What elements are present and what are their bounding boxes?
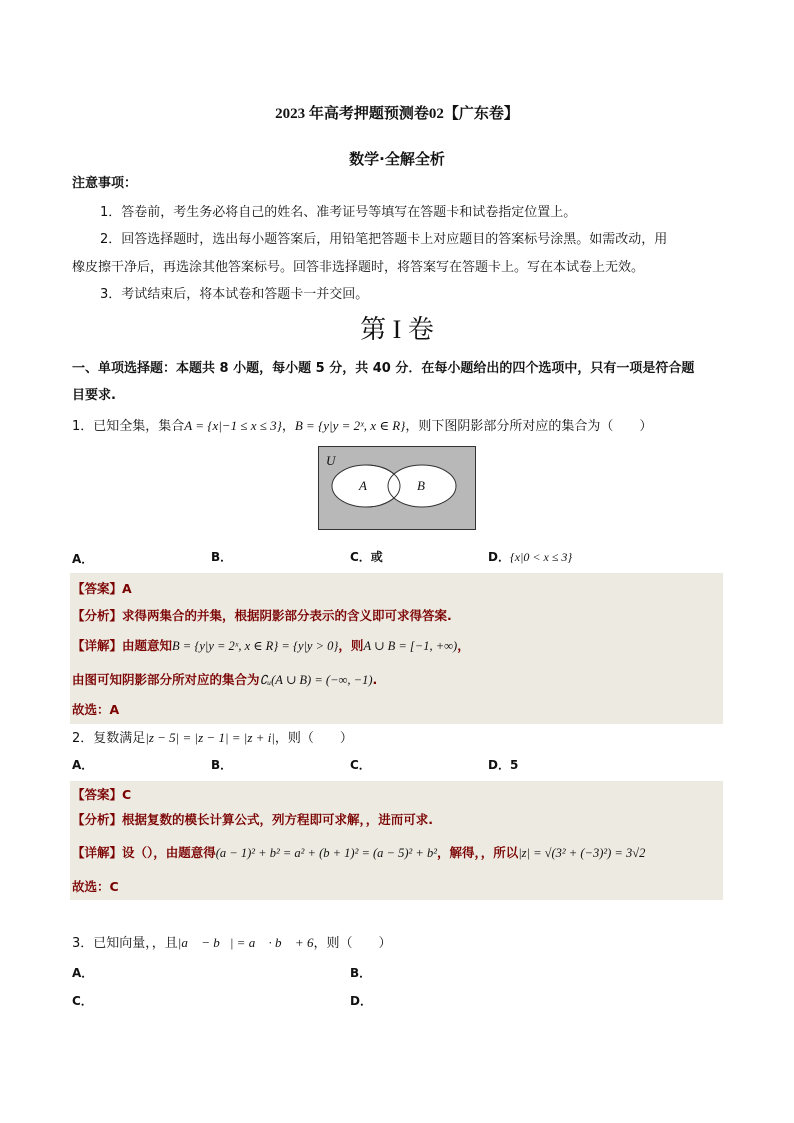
venn-label-u: U — [326, 453, 336, 468]
venn-label-a: A — [359, 478, 367, 493]
q1-option-c: C．或 — [350, 550, 383, 564]
q2-option-a: A． — [72, 758, 94, 772]
question-3 — [72, 932, 391, 951]
question-1 — [72, 415, 652, 434]
section-heading-cont: 目要求. — [72, 388, 116, 403]
notice-item-2-cont: 橡皮擦干净后，再选涂其他答案标号。回答非选择题时，将答案写在答题卡上。写在本试卷上无效。 — [72, 260, 645, 275]
q2-detail-mid: ，解得，，所以 — [436, 845, 519, 860]
q1-answer: 【答案】A — [72, 581, 132, 596]
volume-title: 第 I 卷 — [360, 315, 434, 344]
q1-detail-mid: ，则 — [338, 638, 364, 653]
question-1-suffix: ，则下图阴影部分所对应的集合为（ ） — [405, 419, 653, 434]
q2-detail-label: 【详解】设（），由题意得 — [72, 845, 216, 860]
question-3-math: |a⃗ − b⃗| = a⃗ · b⃗ + 6 — [177, 935, 314, 950]
question-2 — [72, 727, 353, 746]
question-2-math: |z − 5| = |z − 1| = |z + i| — [145, 730, 275, 745]
q1-detail-line-2-text: 由图可知阴影部分所对应的集合为 — [72, 672, 260, 687]
q1-option-d-math: {x|0 < x ≤ 3} — [509, 550, 573, 564]
question-1-set-b: B = {y|y = 2ˣ, x ∈ R} — [294, 418, 406, 433]
q1-option-a: A． — [72, 552, 94, 566]
venn-diagram — [318, 446, 476, 530]
question-1-sep: ， — [281, 419, 295, 434]
q2-answer-box — [70, 781, 723, 900]
question-3-prefix: 3．已知向量，，且 — [72, 936, 178, 951]
q1-detail-math-1: B = {y|y = 2ˣ, x ∈ R} = {y|y > 0} — [172, 639, 339, 653]
notice-item-1: 1．答卷前，考生务必将自己的姓名、准考证号等填写在答题卡和试卷指定位置上。 — [100, 205, 577, 220]
q1-detail-end: ， — [457, 638, 470, 653]
question-1-set-a: A = {x|−1 ≤ x ≤ 3} — [184, 418, 282, 433]
question-2-suffix: ，则（ ） — [274, 731, 353, 746]
question-2-prefix: 2．复数满足 — [72, 731, 146, 746]
q1-choice: 故选：A — [72, 702, 120, 717]
q1-detail-line-2-math: ∁ᵤ(A ∪ B) = (−∞, −1) — [259, 673, 373, 687]
q2-option-b: B． — [211, 758, 233, 772]
q1-detail-label: 【详解】由题意知 — [72, 638, 173, 653]
q1-detail-line-2-end: . — [372, 672, 378, 687]
q1-analysis: 【分析】求得两集合的并集，根据阴影部分表示的含义即可求得答案. — [72, 608, 452, 623]
q1-detail-line-2 — [72, 670, 377, 688]
q3-option-b: B． — [350, 966, 372, 980]
q2-option-c: C． — [350, 758, 371, 772]
q2-detail-math-1: (a − 1)² + b² = a² + (b + 1)² = (a − 5)² + b² — [215, 846, 437, 860]
q3-option-a: A． — [72, 966, 94, 980]
question-1-prefix: 1．已知全集，集合 — [72, 419, 185, 434]
question-3-suffix: ，则（ ） — [313, 936, 392, 951]
q3-option-d: D． — [350, 994, 372, 1008]
page-subtitle: 数学·全解全析 — [349, 150, 445, 168]
q2-detail-math-2: |z| = √(3² + (−3)²) = 3√2 — [518, 846, 646, 860]
q2-choice: 故选：C — [72, 879, 119, 894]
notice-item-2: 2．回答选择题时，选出每小题答案后，用铅笔把答题卡上对应题目的答案标号涂黑。如需改动，用 — [100, 232, 668, 247]
q2-answer: 【答案】C — [72, 787, 132, 802]
notice-heading: 注意事项： — [72, 176, 138, 191]
q1-option-d-label: D． — [488, 550, 510, 564]
page-title: 2023 年高考押题预测卷02【广东卷】 — [275, 106, 519, 122]
venn-label-b: B — [417, 478, 425, 493]
q2-option-d: D．5 — [488, 758, 519, 772]
q1-option-d — [488, 548, 572, 565]
q1-detail — [72, 636, 470, 654]
q2-detail — [72, 843, 645, 861]
q3-option-c: C． — [72, 994, 93, 1008]
q1-detail-math-2: A ∪ B = [−1, +∞) — [363, 639, 458, 653]
q2-analysis: 【分析】根据复数的模长计算公式，列方程即可求解，，进而可求. — [72, 812, 433, 827]
q1-option-b: B． — [211, 550, 233, 564]
section-heading: 一、单项选择题：本题共 8 小题，每小题 5 分，共 40 分．在每小题给出的四个选项中，只有一项是符合题 — [72, 361, 695, 376]
notice-item-3: 3．考试结束后，将本试卷和答题卡一并交回。 — [100, 287, 369, 302]
